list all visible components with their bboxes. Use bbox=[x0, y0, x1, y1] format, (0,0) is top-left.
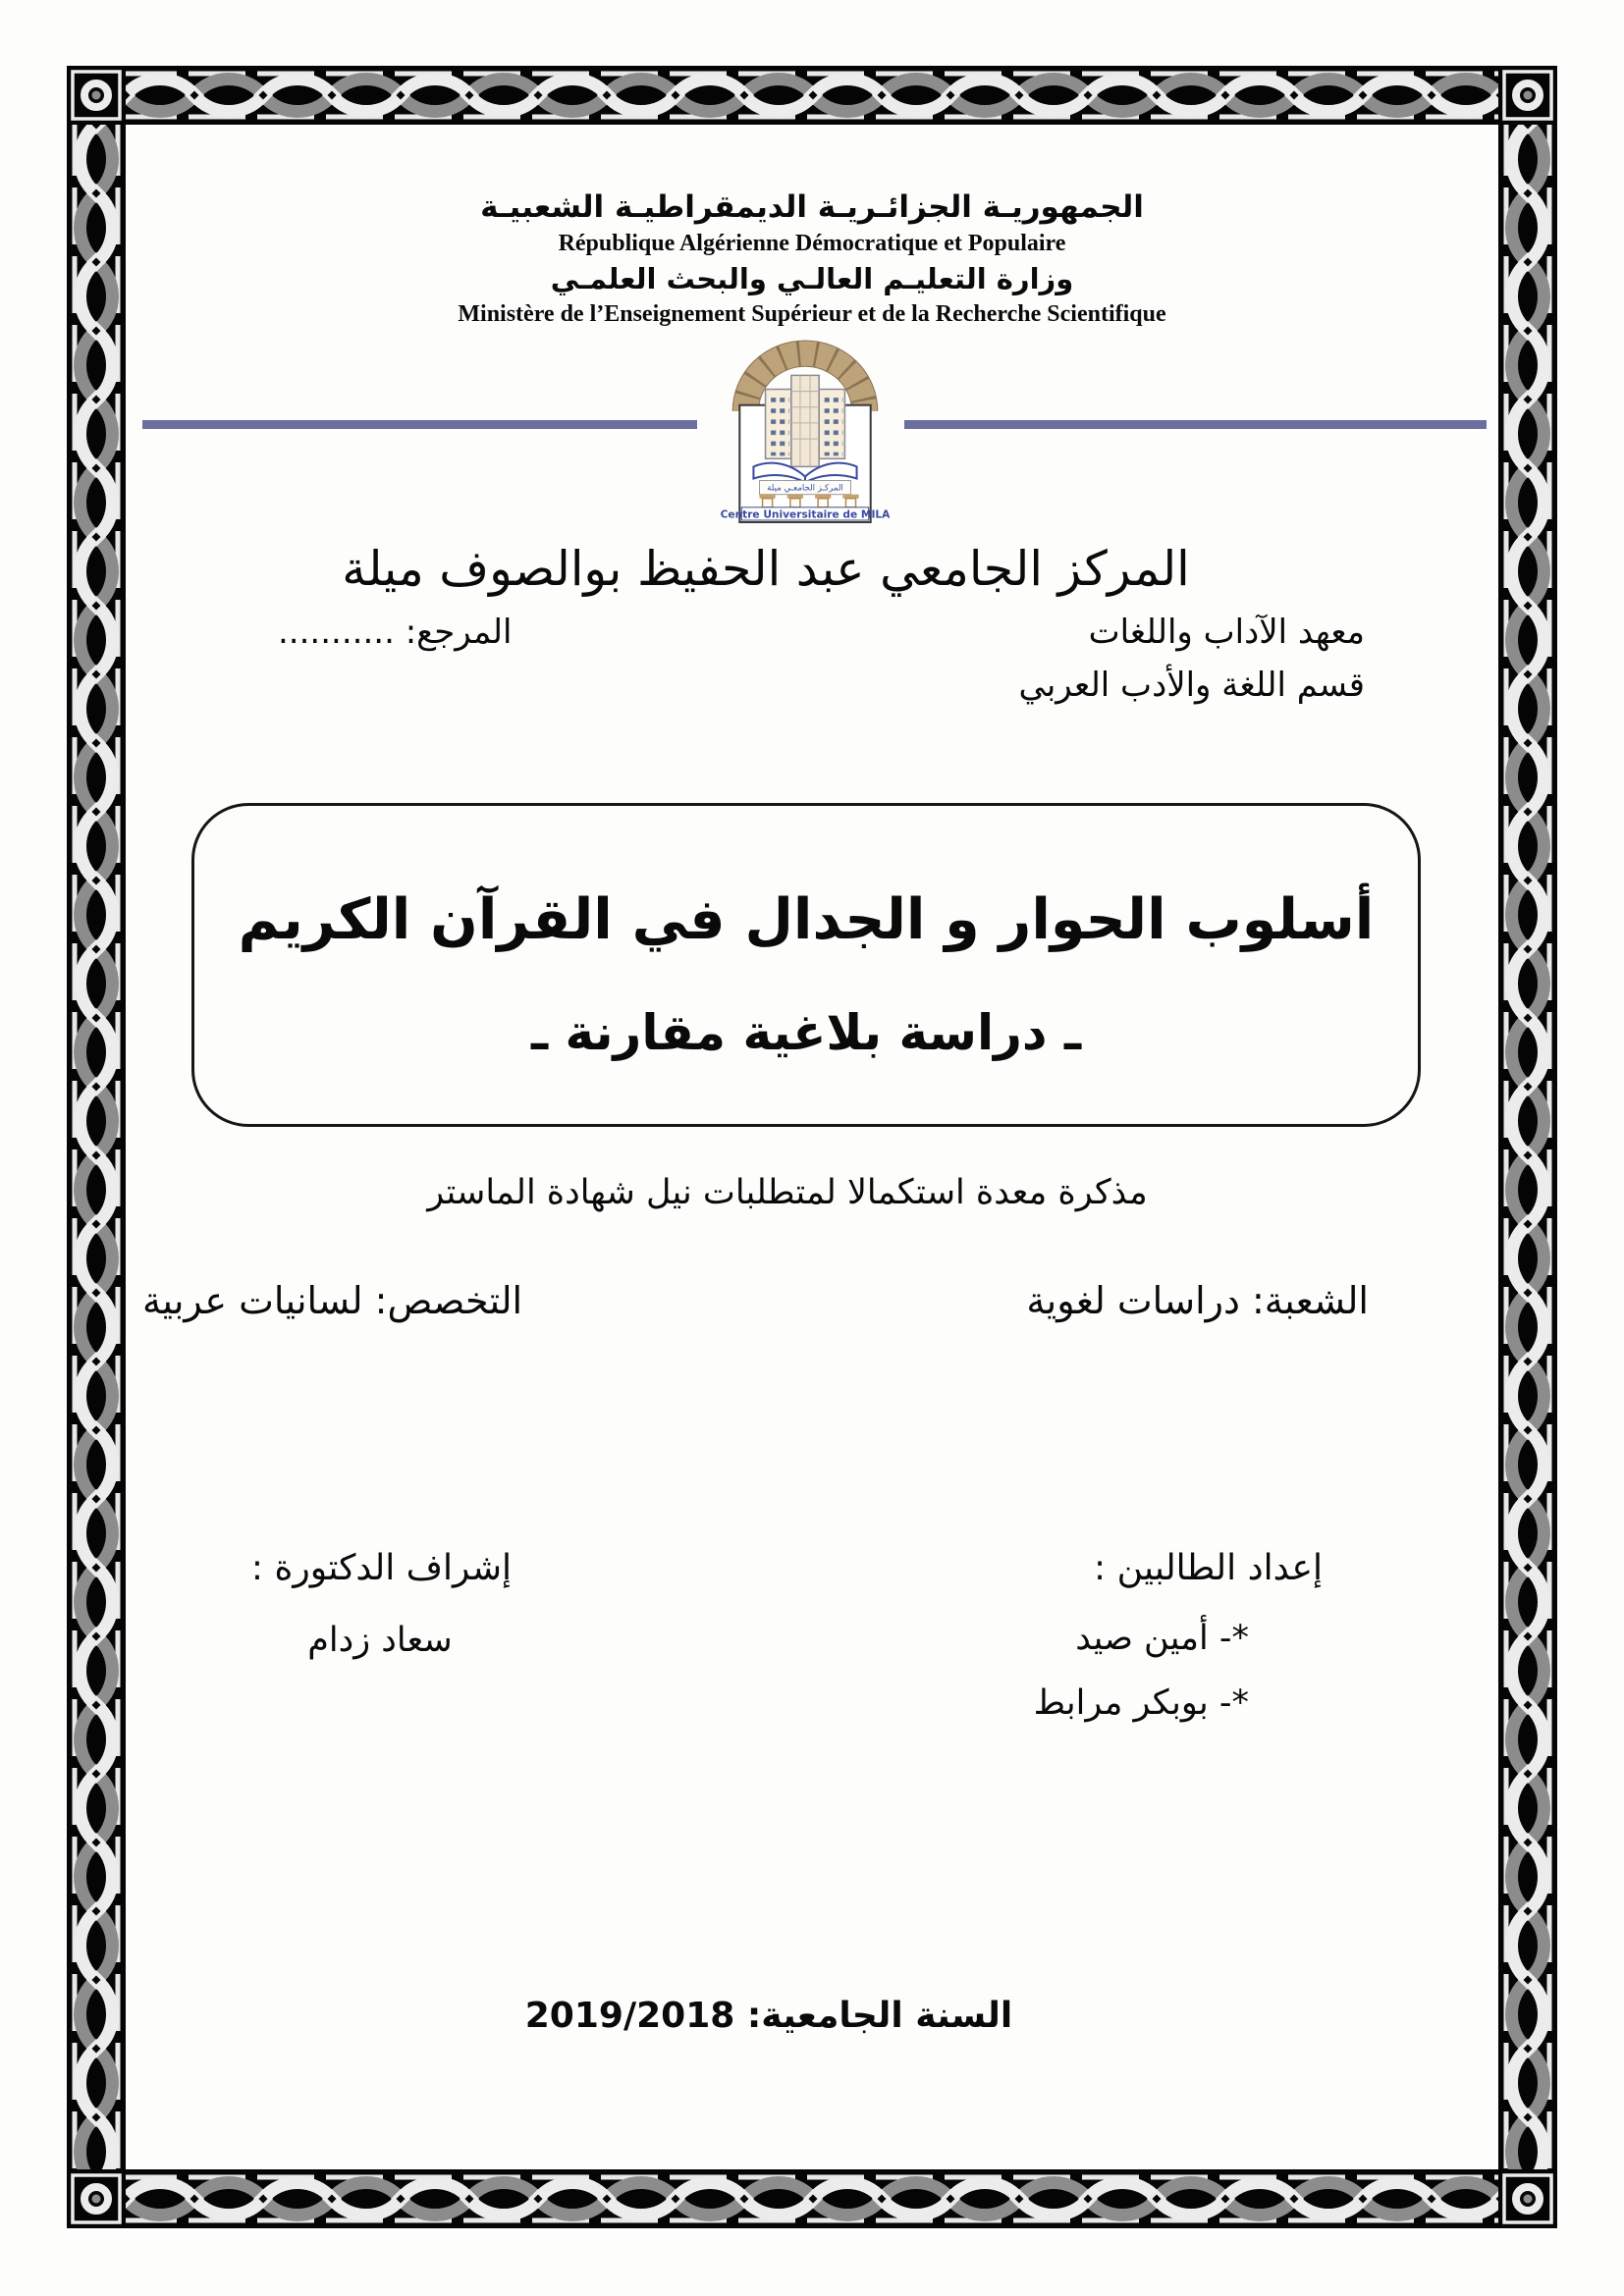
supervisor-column bbox=[248, 1546, 512, 1658]
specialty-field: التخصص: لسانيات عربية bbox=[142, 1279, 523, 1322]
students-label: إعداد الطالبين : bbox=[1094, 1548, 1323, 1588]
divider-rule-left bbox=[142, 420, 697, 429]
academic-year-label: السنة الجامعية: bbox=[746, 1996, 1013, 2036]
thesis-title-line1: أسلوب الحوار و الجدال في القرآن الكريم bbox=[238, 887, 1375, 952]
ministry-name-french: Ministère de l’Enseignement Supérieur et de la Recherche Scientifique bbox=[458, 301, 1166, 327]
university-center-name: المركز الجامعي عبد الحفيظ بوالصوف ميلة bbox=[342, 541, 1190, 597]
thesis-title-subtitle: ـ دراسة بلاغية مقارنة ـ bbox=[530, 1004, 1082, 1061]
border-corner-icon bbox=[1498, 2169, 1557, 2228]
border-corner-icon bbox=[67, 2169, 126, 2228]
logo-caption-strip bbox=[721, 507, 892, 521]
academic-year-line bbox=[0, 1993, 1538, 2040]
border-corner-icon bbox=[1498, 66, 1557, 125]
republic-name-arabic: الجمهوريـة الجزائـريـة الديمقراطيـة الشعبيـة bbox=[480, 189, 1144, 225]
ministry-name-arabic: وزارة التعليـم العالـي والبحث العلمـي bbox=[550, 262, 1074, 295]
student-name-2: *- بوبكر مرابط bbox=[1033, 1683, 1249, 1723]
institute-name: معهد الآداب واللغات bbox=[1088, 613, 1365, 652]
border-strip-left bbox=[67, 125, 126, 2169]
thesis-title-box bbox=[191, 803, 1421, 1127]
border-strip-top bbox=[126, 66, 1498, 125]
logo-building bbox=[766, 375, 845, 466]
republic-name-french: République Algérienne Démocratique et Populaire bbox=[558, 231, 1066, 256]
branch-field: الشعبة: دراسات لغوية bbox=[1026, 1279, 1369, 1322]
official-header bbox=[0, 187, 1624, 330]
department-name: قسم اللغة والأدب العربي bbox=[1018, 666, 1365, 705]
memoir-note: مذكرة معدة استكمالا لمتطلبات نيل شهادة الماستر bbox=[427, 1173, 1148, 1212]
logo-caption-text: Centre Universitaire de MILA bbox=[720, 507, 891, 521]
university-logo bbox=[716, 340, 894, 524]
border-strip-right bbox=[1498, 125, 1557, 2169]
logo-banner bbox=[760, 481, 851, 495]
border-corner-icon bbox=[67, 66, 126, 125]
academic-year-value: 2019/2018 bbox=[524, 1996, 735, 2036]
students-column bbox=[1034, 1546, 1323, 1721]
divider-rule-right bbox=[904, 420, 1487, 429]
student-name-1: *- أمين صيد bbox=[1075, 1619, 1249, 1658]
border-strip-bottom bbox=[126, 2169, 1498, 2228]
supervisor-label: إشراف الدكتورة : bbox=[250, 1548, 512, 1588]
logo-banner-text: المركـز الجامعـي ميلة bbox=[767, 483, 843, 494]
supervisor-name: سعاد زدام bbox=[307, 1621, 453, 1660]
reference-field: المرجع: ........... bbox=[278, 613, 513, 652]
